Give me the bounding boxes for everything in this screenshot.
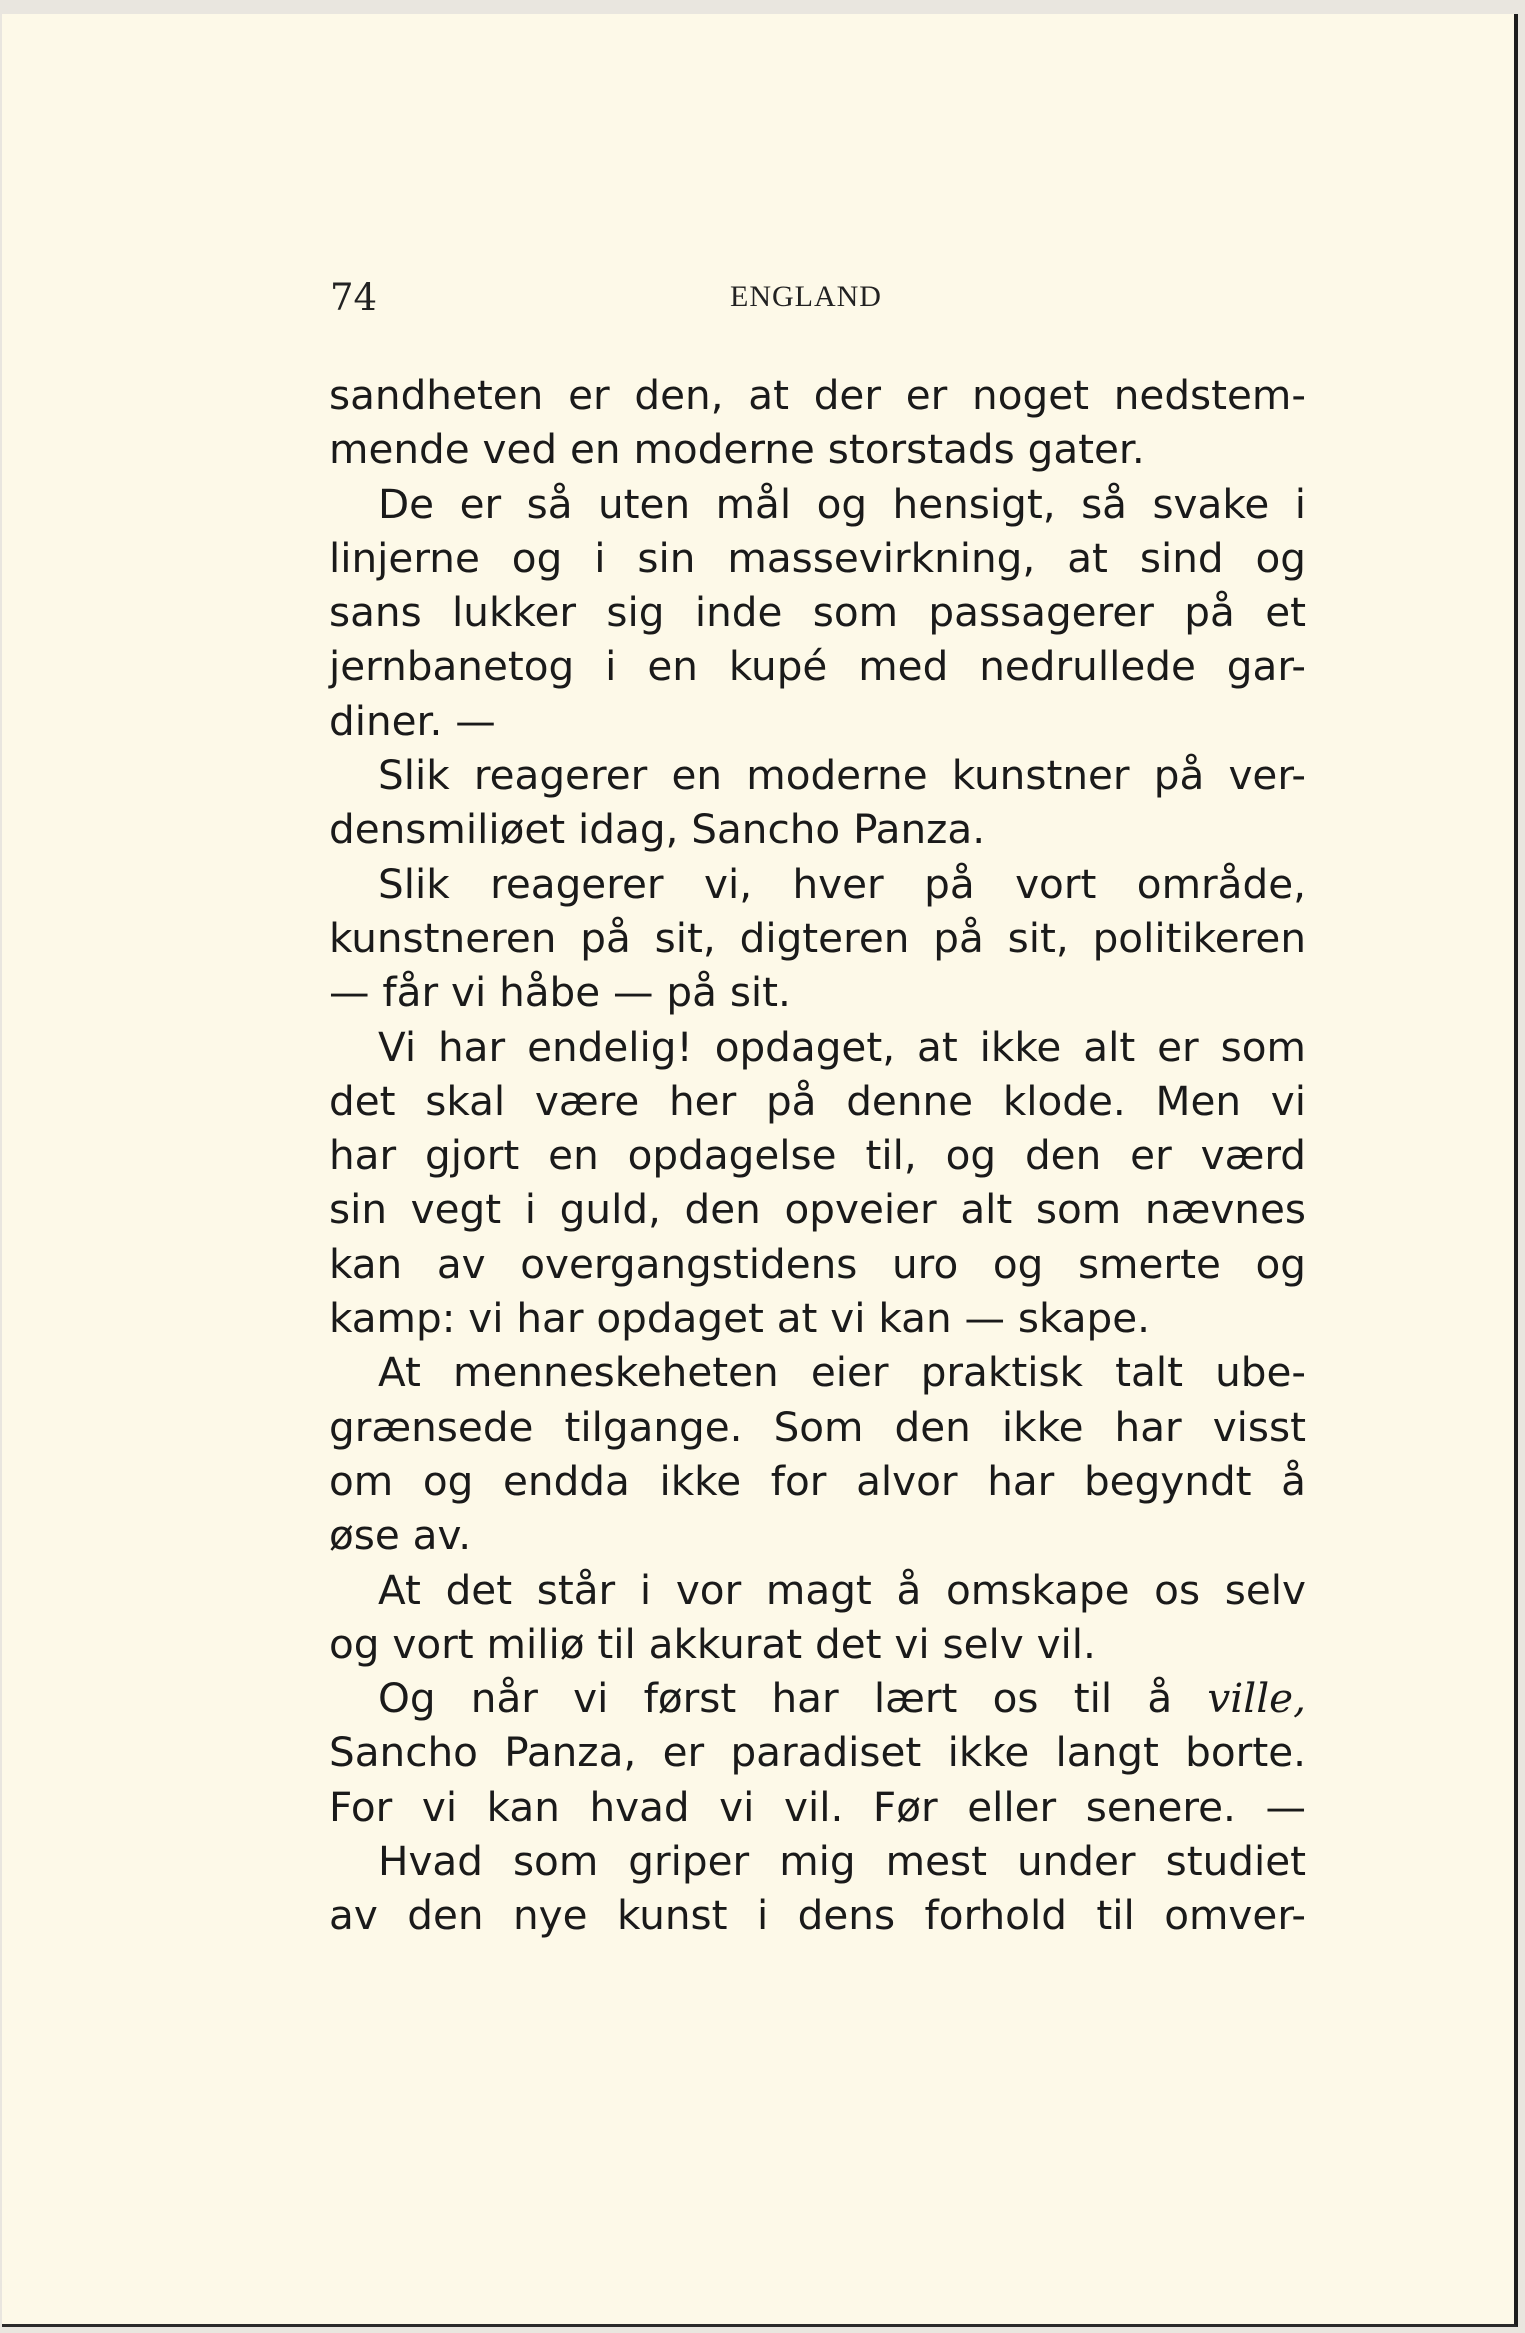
page-number: 74	[330, 276, 378, 319]
book-page	[2, 14, 1518, 2327]
text-line: øse av.	[329, 1511, 472, 1560]
text-line: Slik reagerer vi, hver på vort område,	[378, 859, 1306, 908]
text-line: Vi har endelig! opdaget, at ikke alt er som	[378, 1022, 1306, 1071]
text-line: kunstneren på sit, digteren på sit, politikeren	[329, 913, 1306, 962]
text-line: Sancho Panza, er paradiset ikke langt borte.	[329, 1728, 1306, 1777]
text-line: kamp: vi har opdaget at vi kan — skape.	[329, 1294, 1151, 1343]
text-line: av den nye kunst i dens forhold til omver-	[329, 1891, 1306, 1940]
text-line: densmiliøet idag, Sancho Panza.	[329, 805, 986, 854]
text-line: om og endda ikke for alvor har begyndt å	[329, 1456, 1306, 1505]
text-line	[329, 1671, 1306, 1725]
text-line: det skal være her på denne klode. Men vi	[329, 1076, 1306, 1125]
text-line: De er så uten mål og hensigt, så svake i	[378, 479, 1306, 528]
body-text	[329, 368, 1306, 1943]
text-line: For vi kan hvad vi vil. Før eller senere. —	[329, 1782, 1306, 1831]
text-line: kan av overgangstidens uro og smerte og	[329, 1239, 1306, 1288]
text-line: diner. —	[329, 696, 496, 745]
text-line: har gjort en opdagelse til, og den er værd	[329, 1131, 1306, 1180]
text-line: sans lukker sig inde som passagerer på et	[329, 588, 1306, 637]
text-line: og vort miliø til akkurat det vi selv vil.	[329, 1619, 1096, 1668]
text-line: sin vegt i guld, den opveier alt som nævnes	[329, 1185, 1306, 1234]
text-line: linjerne og i sin massevirkning, at sind og	[329, 533, 1306, 582]
text-line: At menneskeheten eier praktisk talt ube-	[378, 1348, 1306, 1397]
text-line: — får vi håbe — på sit.	[329, 968, 791, 1017]
italic-word: ville,	[1207, 1674, 1306, 1723]
text-line: Hvad som griper mig mest under studiet	[378, 1837, 1306, 1886]
text-line: At det står i vor magt å omskape os selv	[378, 1565, 1306, 1614]
text-line: sandheten er den, at der er noget nedstem-	[329, 371, 1306, 419]
running-head: ENGLAND	[730, 280, 882, 313]
text-line-lead: Og når vi først har lært os til å	[378, 1674, 1208, 1723]
text-line: jernbanetog i en kupé med nedrullede gar-	[329, 642, 1306, 691]
text-line: grænsede tilgange. Som den ikke har visst	[329, 1402, 1306, 1451]
text-line: Slik reagerer en moderne kunstner på ver-	[378, 751, 1306, 800]
text-line: mende ved en moderne storstads gater.	[329, 425, 1145, 474]
